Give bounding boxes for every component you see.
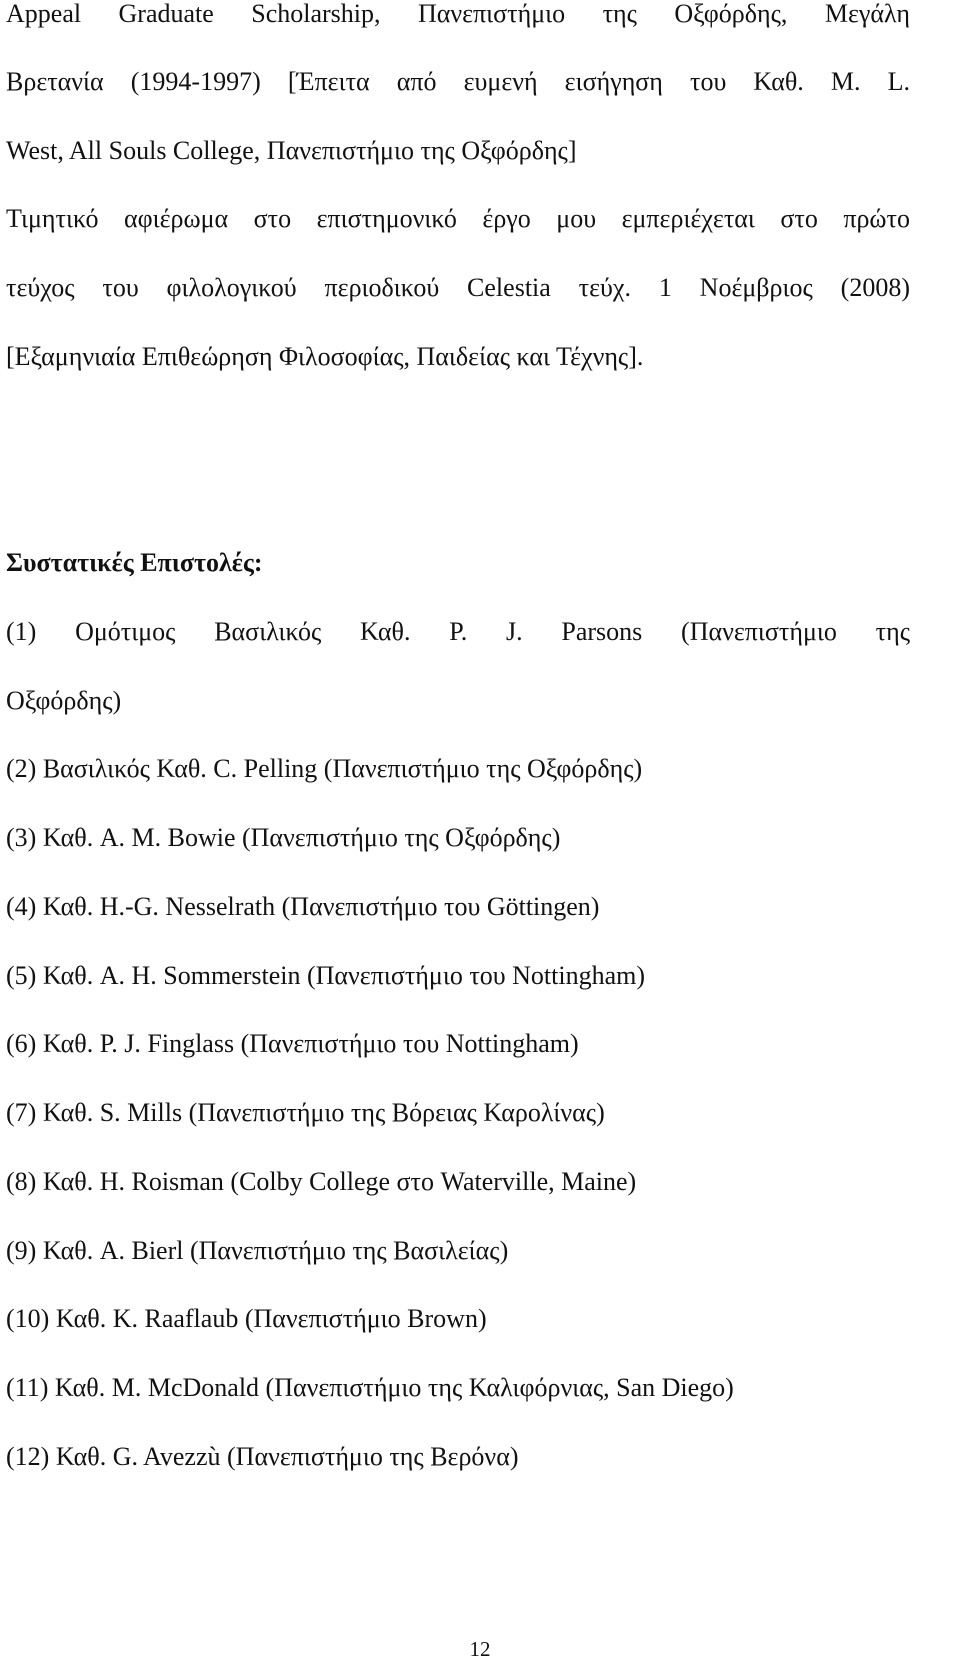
reference-item: (3) Καθ. A. M. Bowie (Πανεπιστήμιο της Οξφόρδης) [6,823,561,852]
reference-item: (4) Καθ. H.-G. Nesselrath (Πανεπιστήμιο του Göttingen) [6,892,600,921]
text-line: West, All Souls College, Πανεπιστήμιο της Οξφόρδης] [6,136,577,165]
reference-item: (9) Καθ. A. Bierl (Πανεπιστήμιο της Βασιλείας) [6,1236,509,1265]
reference-item: (2) Βασιλικός Καθ. C. Pelling (Πανεπιστήμιο της Οξφόρδης) [6,754,643,783]
text-line: τεύχος του φιλολογικού περιοδικού Celestia τεύχ. 1 Νοέμβριος (2008) [6,273,910,302]
references-heading: Συστατικές Επιστολές: [6,548,263,577]
text-line: Appeal Graduate Scholarship, Πανεπιστήμιο της Οξφόρδης, Μεγάλη [6,0,910,28]
reference-item: (7) Καθ. S. Mills (Πανεπιστήμιο της Βόρειας Καρολίνας) [6,1098,605,1127]
reference-item: (11) Καθ. M. McDonald (Πανεπιστήμιο της Καλιφόρνιας, San Diego) [6,1373,734,1402]
text-line: [Εξαμηνιαία Επιθεώρηση Φιλοσοφίας, Παιδείας και Τέχνης]. [6,342,644,371]
reference-item: (10) Καθ. K. Raaflaub (Πανεπιστήμιο Brown) [6,1304,487,1333]
reference-item: (6) Καθ. P. J. Finglass (Πανεπιστήμιο του Nottingham) [6,1029,579,1058]
reference-item: (5) Καθ. A. H. Sommerstein (Πανεπιστήμιο του Nottingham) [6,961,646,990]
reference-item-continuation: Οξφόρδης) [6,686,122,715]
page-number: 12 [469,1637,491,1661]
reference-item: (12) Καθ. G. Avezzù (Πανεπιστήμιο της Βερόνα) [6,1442,519,1471]
text-line: Βρετανία (1994-1997) [Έπειτα από ευμενή εισήγηση του Καθ. Μ. L. [6,67,910,96]
text-line: Τιμητικό αφιέρωμα στο επιστημονικό έργο μου εμπεριέχεται στο πρώτο [6,204,910,233]
reference-item: (8) Καθ. H. Roisman (Colby College στο Waterville, Maine) [6,1167,637,1196]
reference-item: (1) Ομότιμος Βασιλικός Καθ. P. J. Parsons (Πανεπιστήμιο της [6,617,910,646]
